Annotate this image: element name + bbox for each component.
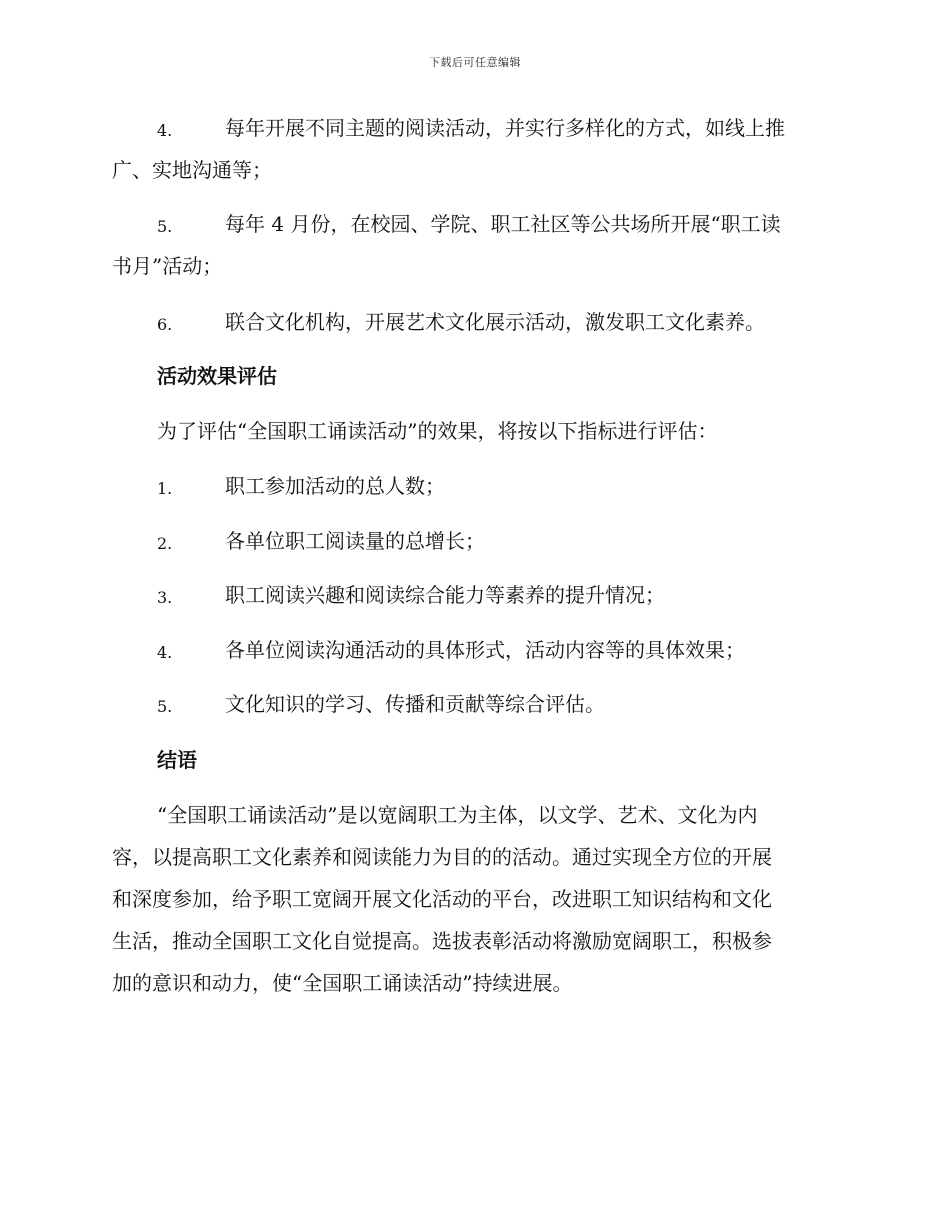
list-item-number: 4.	[157, 121, 173, 140]
list-item-text: 职工阅读兴趣和阅读综合能力等素养的提升情况；	[225, 583, 665, 607]
paragraph-line: 容，以提高职工文化素养和阅读能力为目的的活动。通过实现全方位的开展	[112, 845, 772, 869]
paragraph-line: 和深度参加，给予职工宽阔开展文化活动的平台，改进职工知识结构和文化	[112, 887, 772, 911]
list-item-continuation: 书月”活动；	[112, 254, 223, 278]
list-item-number: 2.	[157, 534, 173, 553]
list-item-number: 5.	[157, 217, 173, 236]
section-heading-text: 结语	[157, 748, 197, 772]
list-item-text: 联合文化机构，开展艺术文化展示活动，激发职工文化素养。	[225, 310, 765, 334]
list-item-number: 4.	[157, 643, 173, 662]
list-item-number: 6.	[157, 315, 173, 334]
section-heading-text: 活动效果评估	[157, 364, 277, 388]
paragraph-line: “全国职工诵读活动”是以宽阔职工为主体，以文学、艺术、文化为内	[157, 803, 758, 827]
list-item-text: 各单位职工阅读量的总增长；	[225, 529, 485, 553]
list-item-text: 各单位阅读沟通活动的具体形式，活动内容等的具体效果；	[225, 638, 745, 662]
list-item-number: 5.	[157, 697, 173, 716]
list-item-text: 每年开展不同主题的阅读活动，并实行多样化的方式，如线上推	[225, 116, 785, 140]
list-item-number: 3.	[157, 588, 173, 607]
list-item-continuation: 广、实地沟通等；	[112, 158, 272, 182]
list-item-text: 每年 4 月份，在校园、学院、职工社区等公共场所开展“职工读	[225, 212, 781, 236]
paragraph-line: 生活，推动全国职工文化自觉提高。选拔表彰活动将激励宽阔职工，积极参	[112, 929, 772, 953]
section-intro-text: 为了评估“全国职工诵读活动”的效果，将按以下指标进行评估：	[157, 419, 718, 443]
list-item-number: 1.	[157, 479, 173, 498]
page-header: 下载后可任意编辑	[429, 56, 521, 69]
list-item-text: 职工参加活动的总人数；	[225, 474, 445, 498]
paragraph-line: 加的意识和动力，使“全国职工诵读活动”持续进展。	[112, 971, 573, 995]
list-item-text: 文化知识的学习、传播和贡献等综合评估。	[225, 692, 605, 716]
